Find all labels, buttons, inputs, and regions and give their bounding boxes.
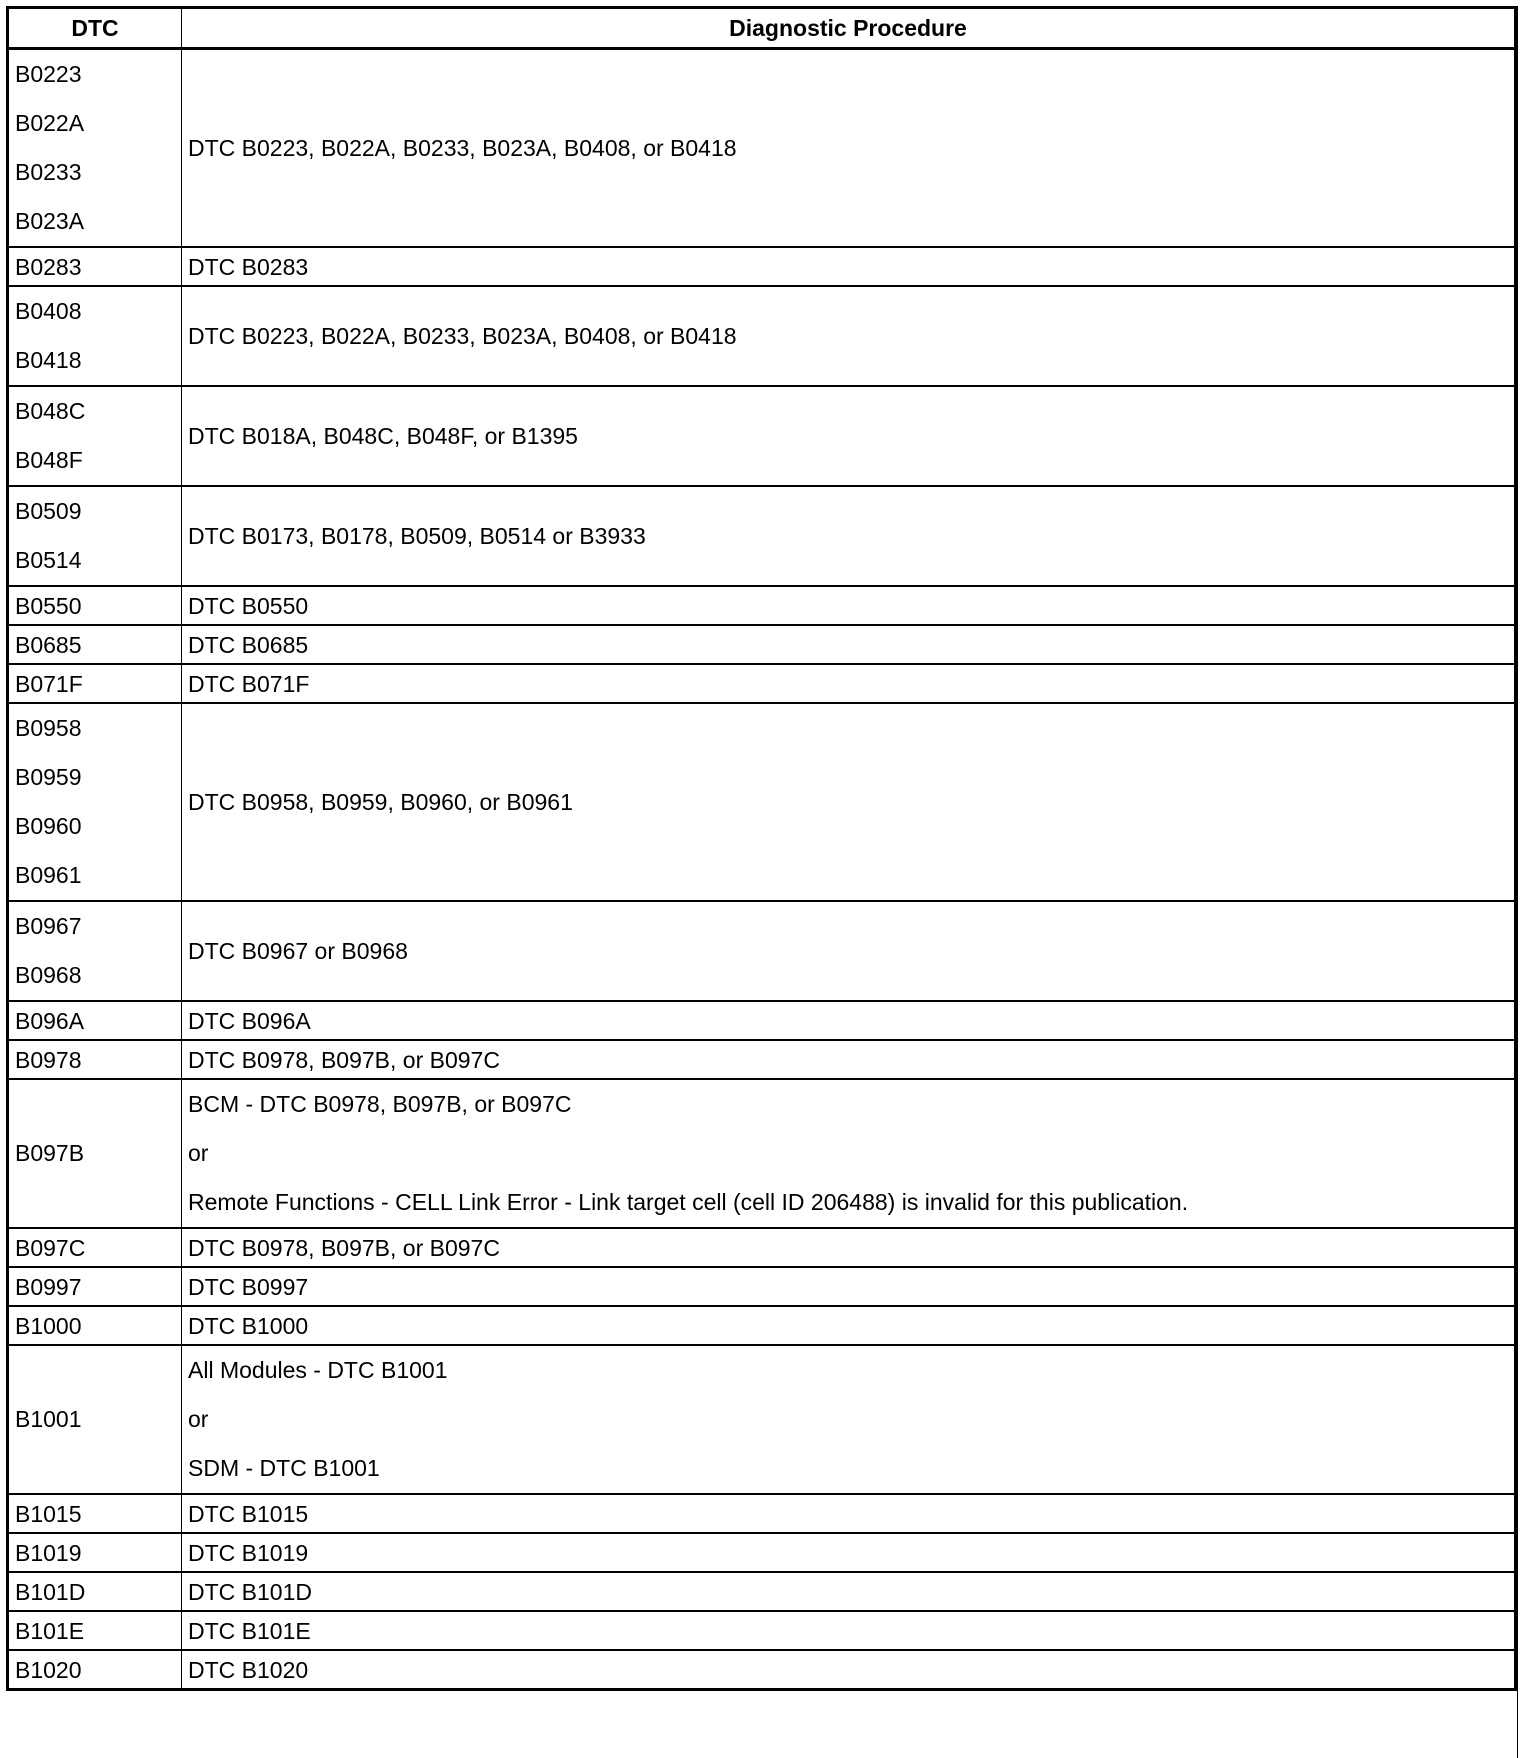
table-row [8, 1572, 1516, 1611]
dtc-code: B101D [15, 1578, 86, 1605]
dtc-code-cell [8, 1267, 182, 1306]
procedure-text: DTC B0685 [188, 631, 309, 658]
procedure-text: DTC B0978, B097B, or B097C [188, 1234, 500, 1261]
dtc-code-cell [8, 1345, 182, 1494]
dtc-code: B0967 [15, 913, 82, 939]
dtc-code: B0978 [15, 1046, 82, 1073]
table-row [8, 625, 1516, 664]
dtc-code: B0223 [15, 61, 82, 87]
procedure-cell [182, 1345, 1516, 1494]
dtc-code: B0961 [15, 862, 82, 888]
table-header-row [8, 8, 1516, 49]
procedure-text: Remote Functions - CELL Link Error - Link target cell (cell ID 206488) is invalid for this publication. [188, 1189, 1189, 1215]
table-row [8, 1345, 1516, 1494]
dtc-code-cell [8, 1494, 182, 1533]
dtc-code-cell [8, 586, 182, 625]
procedure-cell [182, 664, 1516, 703]
dtc-code-cell [8, 1572, 182, 1611]
dtc-code: B0685 [15, 631, 82, 658]
procedure-cell [182, 49, 1516, 248]
dtc-code-cell [8, 703, 182, 901]
table-row [8, 1494, 1516, 1533]
dtc-code-cell [8, 1079, 182, 1228]
dtc-code: B0408 [15, 298, 82, 324]
procedure-cell [182, 1572, 1516, 1611]
dtc-code: B0960 [15, 813, 82, 839]
dtc-code: B0968 [15, 962, 82, 988]
table-row [8, 1228, 1516, 1267]
dtc-code: B097C [15, 1234, 86, 1261]
procedure-text: DTC B018A, B048C, B048F, or B1395 [188, 422, 578, 449]
dtc-code-cell [8, 1040, 182, 1079]
procedure-text: DTC B0173, B0178, B0509, B0514 or B3933 [188, 522, 646, 549]
procedure-or-text: or [188, 1406, 209, 1432]
table-row [8, 286, 1516, 386]
procedure-text: DTC B0223, B022A, B0233, B023A, B0408, or B0418 [188, 322, 737, 349]
dtc-code: B071F [15, 670, 83, 697]
dtc-code: B0509 [15, 498, 82, 524]
dtc-code-cell [8, 625, 182, 664]
procedure-cell [182, 703, 1516, 901]
dtc-code: B048F [15, 447, 83, 473]
procedure-text: DTC B1000 [188, 1312, 309, 1339]
table-row [8, 1040, 1516, 1079]
table-body [8, 49, 1516, 1690]
dtc-code: B1001 [15, 1406, 82, 1432]
table-row [8, 386, 1516, 486]
procedure-cell [182, 1267, 1516, 1306]
table-row [8, 1611, 1516, 1650]
procedure-cell [182, 586, 1516, 625]
procedure-text: DTC B1015 [188, 1500, 309, 1527]
dtc-code-cell [8, 247, 182, 286]
table-row [8, 586, 1516, 625]
dtc-code: B0958 [15, 715, 82, 741]
table-row [8, 1650, 1516, 1690]
procedure-cell [182, 1040, 1516, 1079]
dtc-code-cell [8, 1306, 182, 1345]
procedure-text: SDM - DTC B1001 [188, 1455, 380, 1481]
procedure-cell [182, 901, 1516, 1001]
procedure-text: DTC B0283 [188, 253, 309, 280]
dtc-code-cell [8, 1650, 182, 1690]
dtc-code: B0418 [15, 347, 82, 373]
table-row [8, 1267, 1516, 1306]
procedure-text: DTC B0223, B022A, B0233, B023A, B0408, or B0418 [188, 134, 737, 161]
table-row [8, 1079, 1516, 1228]
procedure-text: DTC B0967 or B0968 [188, 937, 408, 964]
procedure-text: DTC B071F [188, 670, 310, 697]
table-row [8, 247, 1516, 286]
dtc-table [6, 6, 1517, 1691]
procedure-text: All Modules - DTC B1001 [188, 1357, 448, 1383]
procedure-cell [182, 386, 1516, 486]
dtc-code: B0233 [15, 159, 82, 185]
procedure-text: BCM - DTC B0978, B097B, or B097C [188, 1091, 572, 1117]
procedure-text: DTC B101D [188, 1578, 312, 1605]
dtc-code: B0959 [15, 764, 82, 790]
table-row [8, 49, 1516, 248]
table-row [8, 703, 1516, 901]
procedure-cell [182, 247, 1516, 286]
procedure-cell [182, 1306, 1516, 1345]
procedure-cell [182, 1533, 1516, 1572]
procedure-text: DTC B101E [188, 1617, 311, 1644]
dtc-code: B0550 [15, 592, 82, 619]
table-row [8, 901, 1516, 1001]
procedure-text: DTC B0997 [188, 1273, 309, 1300]
dtc-code: B101E [15, 1617, 85, 1644]
procedure-text: DTC B0978, B097B, or B097C [188, 1046, 500, 1073]
procedure-cell [182, 486, 1516, 586]
table-row [8, 1001, 1516, 1040]
dtc-code-cell [8, 286, 182, 386]
dtc-code-cell [8, 1611, 182, 1650]
dtc-code-cell [8, 664, 182, 703]
dtc-code: B022A [15, 110, 85, 136]
header-diagnostic-procedure: Diagnostic Procedure [182, 8, 1516, 49]
procedure-cell [182, 1611, 1516, 1650]
procedure-cell [182, 1650, 1516, 1690]
dtc-code-cell [8, 386, 182, 486]
procedure-cell [182, 286, 1516, 386]
procedure-cell [182, 1228, 1516, 1267]
dtc-code-cell [8, 901, 182, 1001]
table-row [8, 486, 1516, 586]
table-row [8, 1306, 1516, 1345]
dtc-code: B1015 [15, 1500, 82, 1527]
dtc-code: B048C [15, 398, 86, 424]
dtc-code: B0997 [15, 1273, 82, 1300]
procedure-text: DTC B0958, B0959, B0960, or B0961 [188, 788, 573, 815]
dtc-code: B1020 [15, 1656, 82, 1683]
procedure-text: DTC B0550 [188, 592, 309, 619]
header-dtc: DTC [8, 8, 182, 49]
procedure-text: DTC B1019 [188, 1539, 309, 1566]
dtc-code-cell [8, 1001, 182, 1040]
procedure-cell [182, 1494, 1516, 1533]
dtc-code: B1000 [15, 1312, 82, 1339]
table-row [8, 664, 1516, 703]
procedure-cell [182, 1079, 1516, 1228]
dtc-code-cell [8, 486, 182, 586]
table-row [8, 1533, 1516, 1572]
dtc-code: B1019 [15, 1539, 82, 1566]
dtc-code: B0283 [15, 253, 82, 280]
dtc-code: B097B [15, 1140, 85, 1166]
procedure-cell [182, 625, 1516, 664]
dtc-code: B096A [15, 1007, 85, 1034]
dtc-code: B0514 [15, 547, 82, 573]
procedure-cell [182, 1001, 1516, 1040]
procedure-or-text: or [188, 1140, 209, 1166]
dtc-code-cell [8, 49, 182, 248]
dtc-code-cell [8, 1533, 182, 1572]
dtc-code-cell [8, 1228, 182, 1267]
procedure-text: DTC B096A [188, 1007, 311, 1034]
dtc-code: B023A [15, 208, 85, 234]
procedure-text: DTC B1020 [188, 1656, 309, 1683]
